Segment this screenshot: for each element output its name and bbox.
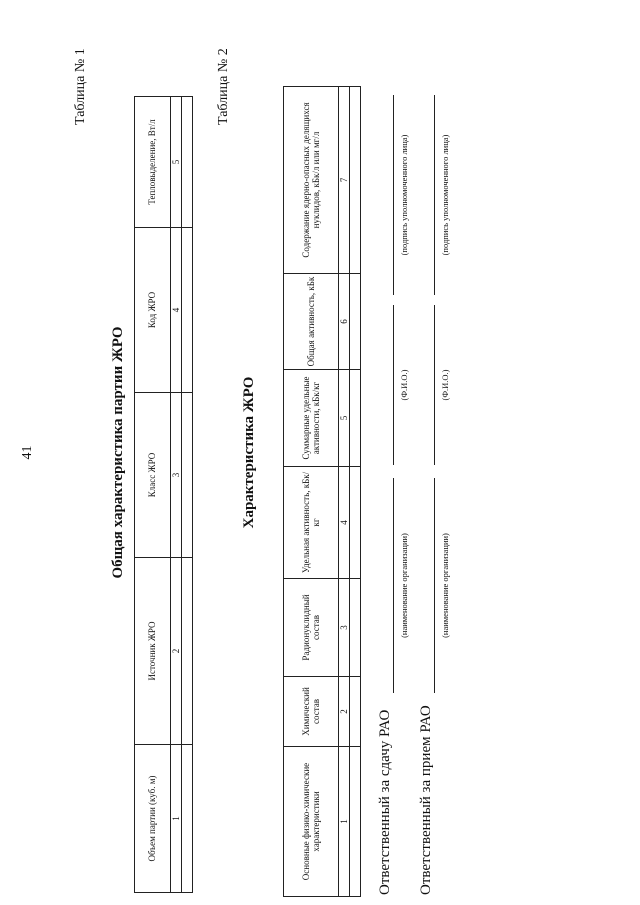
- table2-num-7: 7: [339, 87, 350, 274]
- table2-num-4: 4: [339, 467, 350, 579]
- page-number: 41: [20, 445, 35, 460]
- org-caption-reception: (наименование организации): [440, 533, 450, 638]
- table2-empty-row: [350, 87, 361, 897]
- sign-caption-reception: (подпись уполномоченного лица): [440, 134, 450, 256]
- table2-header-radionuclide: Радионуклидный состав: [284, 579, 339, 677]
- table1-cell-empty: [182, 745, 193, 893]
- table2-cell-empty: [350, 677, 361, 747]
- table1-header-class: Класс ЖРО: [135, 393, 171, 558]
- org-line-handover: [393, 478, 394, 693]
- table2-header-row: [284, 87, 339, 897]
- table2-num-6: 6: [339, 274, 350, 370]
- fio-line-handover: [393, 305, 394, 465]
- table2-header-chemical: Химический состав: [284, 677, 339, 747]
- table1-num-3: 3: [171, 393, 182, 558]
- sign-line-handover: [393, 95, 394, 295]
- table2-cell-empty: [350, 579, 361, 677]
- table2-num-3: 3: [339, 579, 350, 677]
- signature-label-reception: Ответственный за прием РАО: [418, 705, 434, 895]
- table2-number-row: [339, 87, 350, 897]
- table1-label: Таблица № 1: [73, 48, 88, 125]
- table1-cell-empty: [182, 228, 193, 393]
- table2-title: Характеристика ЖРО: [241, 376, 257, 529]
- table2-cell-empty: [350, 274, 361, 370]
- table1-empty-row: [182, 97, 193, 893]
- table1-num-1: 1: [171, 745, 182, 893]
- sign-line-reception: [434, 95, 435, 295]
- fio-caption-handover: (Ф.И.О.): [399, 369, 409, 401]
- sign-caption-handover: (подпись уполномоченного лица): [399, 134, 409, 256]
- org-caption-handover: (наименование организации): [399, 533, 409, 638]
- table1-num-4: 4: [171, 228, 182, 393]
- table1-header-volume: Объем партии (куб. м): [135, 745, 171, 893]
- table1-title: Общая характеристика партии ЖРО: [110, 326, 126, 579]
- table2-header-total-specific: Суммарные удельные активности, кБк/кг: [284, 370, 339, 467]
- table2-header-specific-activity: Удельная активность, кБк/кг: [284, 467, 339, 579]
- table2-header-properties: Основные физико-химические характеристики: [284, 747, 339, 897]
- table2-num-5: 5: [339, 370, 350, 467]
- table1-cell-empty: [182, 558, 193, 745]
- table2-cell-empty: [350, 87, 361, 274]
- table1-header-code: Код ЖРО: [135, 228, 171, 393]
- table2-header-fissile-content: Содержание ядерно-опасных делящихся нуклидов, кБк/л или мг/л: [284, 87, 339, 274]
- fio-caption-reception: (Ф.И.О.): [440, 369, 450, 401]
- table1: [134, 96, 193, 893]
- table2-cell-empty: [350, 467, 361, 579]
- table1-header-heat: Тепловыделение, Вт/л: [135, 97, 171, 228]
- table1-number-row: [171, 97, 182, 893]
- table1-header-row: [135, 97, 171, 893]
- org-line-reception: [434, 478, 435, 693]
- table2-header-total-activity: Общая активность, кБк: [284, 274, 339, 370]
- table1-cell-empty: [182, 393, 193, 558]
- table2-num-1: 1: [339, 747, 350, 897]
- table2: [283, 86, 361, 897]
- table1-cell-empty: [182, 97, 193, 228]
- table2-cell-empty: [350, 747, 361, 897]
- table1-header-source: Источник ЖРО: [135, 558, 171, 745]
- table1-num-5: 5: [171, 97, 182, 228]
- table1-num-2: 2: [171, 558, 182, 745]
- fio-line-reception: [434, 305, 435, 465]
- table2-label: Таблица № 2: [216, 48, 231, 125]
- table2-num-2: 2: [339, 677, 350, 747]
- signature-label-handover: Ответственный за сдачу РАО: [377, 709, 393, 895]
- table2-cell-empty: [350, 370, 361, 467]
